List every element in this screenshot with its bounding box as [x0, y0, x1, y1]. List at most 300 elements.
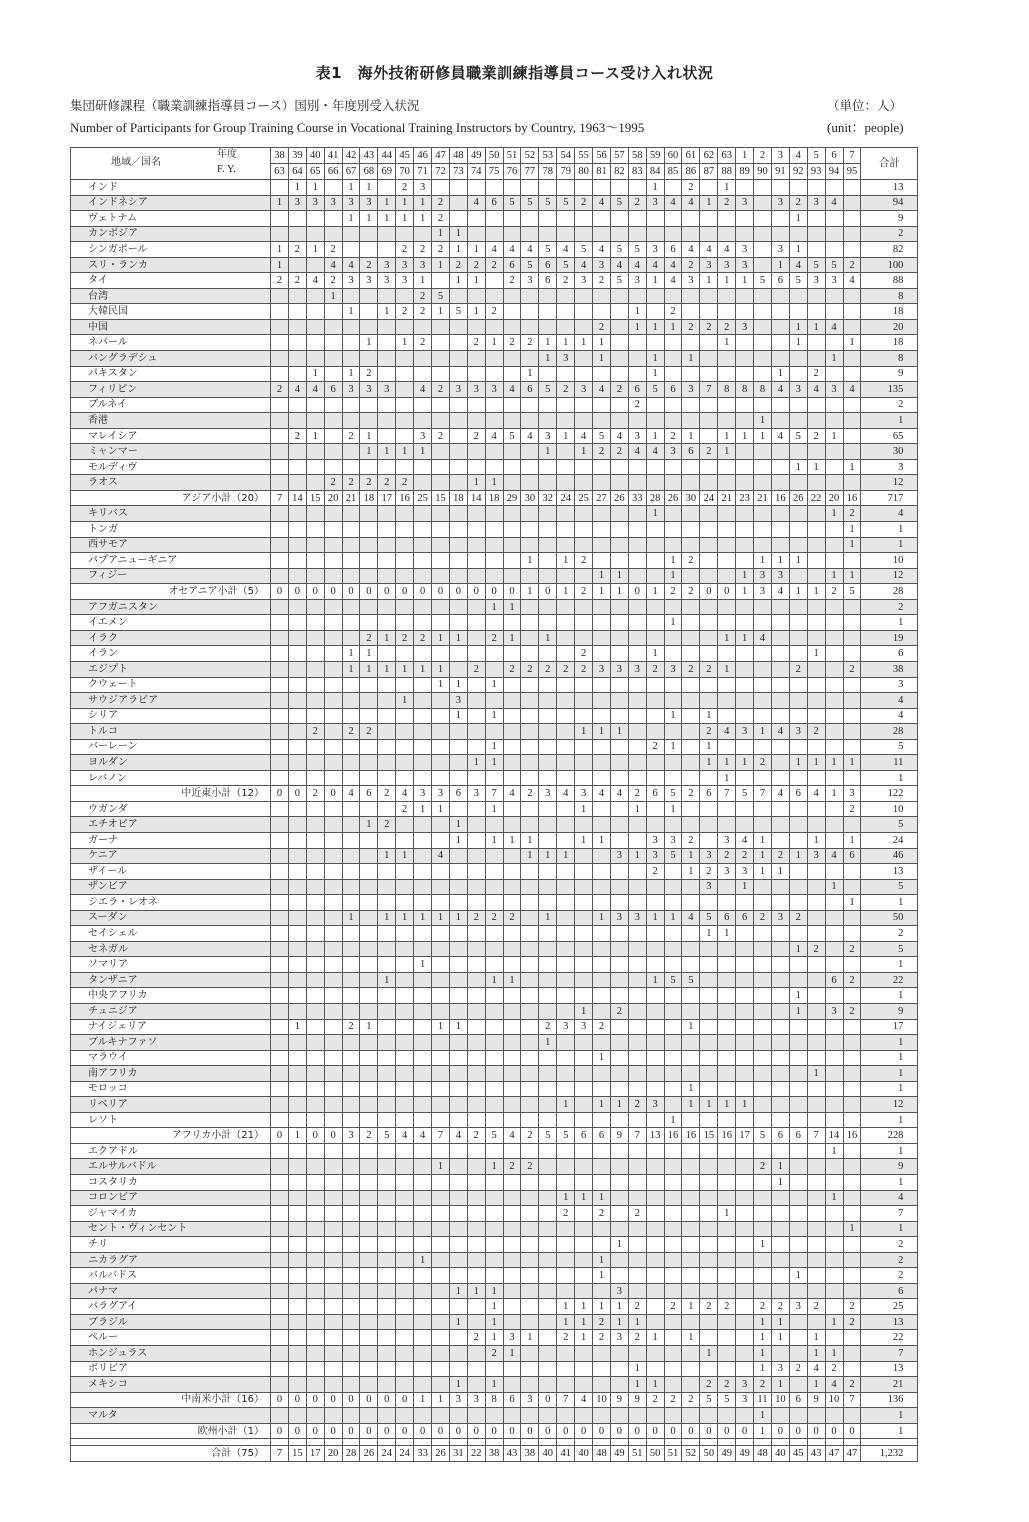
year-cell: [557, 1408, 575, 1424]
year-cell: [360, 1190, 378, 1206]
year-cell: [682, 895, 700, 911]
year-cell: [718, 1268, 736, 1284]
year-cell: 1: [360, 444, 378, 460]
year-cell: 3: [807, 273, 825, 289]
year-header-bottom: 77: [521, 164, 539, 180]
year-cell: [771, 1190, 789, 1206]
country-name: ザンビア: [71, 879, 271, 895]
year-cell: [736, 1019, 754, 1035]
year-cell: [521, 1237, 539, 1253]
year-cell: 1: [503, 599, 521, 615]
row-total: 22: [861, 1330, 918, 1346]
year-cell: [503, 817, 521, 833]
year-cell: [271, 413, 289, 429]
year-cell: [432, 926, 450, 942]
year-cell: [306, 1252, 324, 1268]
year-cell: 1: [610, 1097, 628, 1113]
year-cell: 1: [700, 755, 718, 771]
year-cell: [360, 957, 378, 973]
year-cell: [539, 1066, 557, 1082]
year-cell: [628, 879, 646, 895]
country-name: ジャマイカ: [71, 1206, 271, 1222]
year-cell: [360, 972, 378, 988]
year-cell: [593, 739, 611, 755]
year-cell: [467, 444, 485, 460]
year-cell: [521, 522, 539, 538]
year-header-bottom: 84: [646, 164, 664, 180]
spacer-cell: [610, 1439, 628, 1446]
year-cell: [807, 1097, 825, 1113]
year-cell: 1: [521, 848, 539, 864]
year-cell: [539, 413, 557, 429]
year-cell: [306, 848, 324, 864]
year-cell: [771, 693, 789, 709]
year-cell: [306, 677, 324, 693]
year-cell: [825, 677, 843, 693]
year-cell: 5: [593, 428, 611, 444]
year-cell: [718, 693, 736, 709]
year-cell: [825, 1206, 843, 1222]
country-row: [71, 739, 918, 755]
year-cell: 2: [485, 1346, 503, 1362]
year-cell: [718, 1190, 736, 1206]
year-cell: [521, 1143, 539, 1159]
year-cell: [449, 1190, 467, 1206]
year-cell: [396, 1035, 414, 1051]
year-cell: [628, 1346, 646, 1362]
year-cell: [664, 1221, 682, 1237]
year-cell: [378, 615, 396, 631]
spacer-cell: [485, 1439, 503, 1446]
year-cell: [485, 1361, 503, 1377]
year-cell: [700, 988, 718, 1004]
year-cell: [682, 708, 700, 724]
year-cell: [700, 1252, 718, 1268]
year-cell: [288, 988, 306, 1004]
year-cell: 2: [789, 661, 807, 677]
country-name: エチオピア: [71, 817, 271, 833]
year-cell: [360, 1237, 378, 1253]
spacer-cell: [288, 1439, 306, 1446]
year-cell: [682, 1112, 700, 1128]
year-cell: [271, 677, 289, 693]
year-cell: [521, 910, 539, 926]
year-cell: 1: [718, 661, 736, 677]
year-cell: [271, 755, 289, 771]
year-cell: [754, 459, 772, 475]
year-cell: [825, 226, 843, 242]
year-cell: [664, 1206, 682, 1222]
year-cell: [432, 1377, 450, 1393]
year-cell: 3: [807, 195, 825, 211]
year-cell: [807, 895, 825, 911]
year-cell: [271, 895, 289, 911]
year-cell: [360, 397, 378, 413]
year-cell: [718, 1112, 736, 1128]
year-cell: [825, 1330, 843, 1346]
year-cell: 1: [306, 242, 324, 258]
year-cell: 20: [825, 490, 843, 506]
year-cell: [432, 568, 450, 584]
year-cell: [271, 1143, 289, 1159]
year-cell: [378, 864, 396, 880]
year-cell: [378, 506, 396, 522]
year-cell: [628, 1066, 646, 1082]
year-cell: [432, 599, 450, 615]
year-cell: [539, 1050, 557, 1066]
year-cell: [432, 444, 450, 460]
country-row: [71, 1283, 918, 1299]
year-cell: 2: [557, 661, 575, 677]
year-cell: [414, 568, 432, 584]
year-cell: [306, 708, 324, 724]
year-cell: [324, 568, 342, 584]
year-cell: 1: [807, 1066, 825, 1082]
year-cell: 0: [575, 1423, 593, 1439]
year-cell: 6: [646, 786, 664, 802]
year-cell: 27: [593, 490, 611, 506]
year-cell: [432, 1003, 450, 1019]
country-row: [71, 537, 918, 553]
year-header-top: 1: [736, 148, 754, 164]
year-cell: 1: [789, 459, 807, 475]
year-cell: [575, 180, 593, 196]
country-row: [71, 475, 918, 491]
year-cell: [664, 630, 682, 646]
year-cell: 0: [843, 1423, 861, 1439]
year-cell: [825, 693, 843, 709]
year-cell: [324, 459, 342, 475]
year-cell: [396, 226, 414, 242]
year-cell: [843, 428, 861, 444]
year-cell: 2: [288, 273, 306, 289]
year-cell: [807, 1206, 825, 1222]
year-cell: [700, 335, 718, 351]
year-cell: [700, 1081, 718, 1097]
year-cell: [342, 801, 360, 817]
year-cell: [789, 864, 807, 880]
year-cell: [789, 568, 807, 584]
year-cell: [288, 1190, 306, 1206]
year-cell: 6: [664, 382, 682, 398]
year-cell: [610, 553, 628, 569]
year-header-top: 49: [467, 148, 485, 164]
year-cell: 1: [539, 630, 557, 646]
year-cell: [825, 335, 843, 351]
year-cell: [288, 693, 306, 709]
year-cell: [628, 1035, 646, 1051]
row-total: 18: [861, 335, 918, 351]
year-cell: 1: [414, 444, 432, 460]
year-cell: [610, 755, 628, 771]
year-cell: [628, 1003, 646, 1019]
row-total: 11: [861, 755, 918, 771]
country-name: ブルネイ: [71, 397, 271, 413]
year-cell: 30: [521, 490, 539, 506]
country-row: [71, 366, 918, 382]
year-cell: 1: [771, 257, 789, 273]
year-cell: [718, 1330, 736, 1346]
year-cell: [718, 475, 736, 491]
row-total: 136: [861, 1392, 918, 1408]
year-cell: [628, 568, 646, 584]
year-cell: [271, 941, 289, 957]
year-cell: [306, 661, 324, 677]
year-cell: [843, 475, 861, 491]
year-cell: 2: [467, 428, 485, 444]
year-cell: [485, 1206, 503, 1222]
year-cell: [807, 522, 825, 538]
year-cell: 1: [754, 832, 772, 848]
year-cell: [324, 366, 342, 382]
country-row: [71, 724, 918, 740]
year-cell: [306, 319, 324, 335]
year-cell: [575, 351, 593, 367]
year-cell: [467, 1408, 485, 1424]
year-cell: [271, 1175, 289, 1191]
country-name: フィリピン: [71, 382, 271, 398]
year-cell: [521, 1190, 539, 1206]
year-cell: [539, 459, 557, 475]
year-cell: [736, 413, 754, 429]
grand-total-cell: 22: [467, 1446, 485, 1462]
year-cell: [539, 957, 557, 973]
year-cell: 1: [575, 444, 593, 460]
year-cell: 2: [593, 1206, 611, 1222]
year-cell: [825, 475, 843, 491]
year-cell: [700, 1143, 718, 1159]
year-cell: [610, 646, 628, 662]
year-cell: [521, 1314, 539, 1330]
year-cell: 2: [664, 1392, 682, 1408]
year-cell: 6: [628, 382, 646, 398]
row-total: 122: [861, 786, 918, 802]
year-cell: 8: [736, 382, 754, 398]
year-cell: 1: [700, 708, 718, 724]
year-cell: [378, 366, 396, 382]
year-cell: [503, 180, 521, 196]
year-cell: [593, 1112, 611, 1128]
year-cell: 15: [700, 1128, 718, 1144]
year-cell: [360, 1330, 378, 1346]
year-cell: 2: [825, 584, 843, 600]
year-cell: 18: [449, 490, 467, 506]
row-total: 100: [861, 257, 918, 273]
country-row: [71, 910, 918, 926]
year-cell: [825, 910, 843, 926]
year-cell: [521, 1206, 539, 1222]
year-cell: [682, 506, 700, 522]
year-cell: [771, 1003, 789, 1019]
year-cell: [306, 817, 324, 833]
grand-total-cell: 15: [288, 1446, 306, 1462]
year-cell: [467, 1221, 485, 1237]
year-cell: [575, 599, 593, 615]
year-cell: 2: [485, 304, 503, 320]
year-cell: [324, 724, 342, 740]
year-cell: [485, 1143, 503, 1159]
year-cell: [503, 957, 521, 973]
year-cell: [593, 926, 611, 942]
year-cell: 4: [610, 428, 628, 444]
year-cell: [789, 522, 807, 538]
year-header-bottom: 66: [324, 164, 342, 180]
year-cell: [789, 895, 807, 911]
row-total: 1: [861, 1408, 918, 1424]
year-cell: [271, 599, 289, 615]
year-cell: 16: [664, 1128, 682, 1144]
year-cell: [449, 879, 467, 895]
spacer-cell: [414, 1439, 432, 1446]
country-row: [71, 988, 918, 1004]
year-cell: [342, 1377, 360, 1393]
year-cell: [575, 475, 593, 491]
year-cell: 2: [575, 195, 593, 211]
year-cell: [342, 739, 360, 755]
year-cell: [682, 226, 700, 242]
year-cell: [414, 1143, 432, 1159]
year-cell: [646, 475, 664, 491]
year-cell: [593, 553, 611, 569]
year-cell: [754, 926, 772, 942]
year-cell: [628, 1408, 646, 1424]
year-cell: [843, 879, 861, 895]
year-cell: 3: [342, 382, 360, 398]
year-cell: [271, 1159, 289, 1175]
year-cell: 3: [610, 661, 628, 677]
year-cell: [485, 1237, 503, 1253]
year-cell: [503, 1066, 521, 1082]
year-cell: [754, 1112, 772, 1128]
year-cell: [682, 1143, 700, 1159]
year-cell: [288, 941, 306, 957]
year-cell: [432, 506, 450, 522]
year-cell: 1: [360, 1019, 378, 1035]
year-cell: 1: [754, 864, 772, 880]
spacer-cell: [807, 1439, 825, 1446]
year-cell: [539, 1237, 557, 1253]
year-cell: [432, 1097, 450, 1113]
year-cell: [288, 553, 306, 569]
year-cell: [288, 444, 306, 460]
year-cell: [646, 1237, 664, 1253]
year-cell: [360, 1159, 378, 1175]
year-cell: [825, 413, 843, 429]
year-cell: [306, 1237, 324, 1253]
year-cell: [271, 180, 289, 196]
country-name: ミャンマー: [71, 444, 271, 460]
year-cell: [324, 957, 342, 973]
year-cell: [271, 1377, 289, 1393]
year-cell: [557, 957, 575, 973]
year-cell: [843, 1237, 861, 1253]
year-cell: 4: [593, 382, 611, 398]
year-cell: 1: [682, 1097, 700, 1113]
year-cell: [789, 351, 807, 367]
year-cell: [539, 708, 557, 724]
year-cell: [306, 1314, 324, 1330]
year-cell: [682, 1050, 700, 1066]
country-name: モルディヴ: [71, 459, 271, 475]
year-cell: [324, 397, 342, 413]
year-cell: 2: [682, 832, 700, 848]
country-row: [71, 693, 918, 709]
year-cell: [593, 1035, 611, 1051]
grand-total-cell: 50: [646, 1446, 664, 1462]
row-total: 24: [861, 832, 918, 848]
year-cell: 2: [271, 273, 289, 289]
year-cell: 1: [682, 848, 700, 864]
year-cell: [271, 1283, 289, 1299]
year-cell: [771, 630, 789, 646]
year-cell: [432, 1221, 450, 1237]
year-cell: [825, 537, 843, 553]
year-cell: 1: [807, 755, 825, 771]
year-header-top: 2: [754, 148, 772, 164]
year-cell: [664, 646, 682, 662]
year-cell: [628, 1112, 646, 1128]
year-cell: [396, 1159, 414, 1175]
year-cell: 1: [843, 568, 861, 584]
year-cell: [414, 1237, 432, 1253]
year-cell: [736, 646, 754, 662]
row-total: 50: [861, 910, 918, 926]
year-cell: [306, 1268, 324, 1284]
year-header-bottom: 83: [628, 164, 646, 180]
year-cell: [539, 1346, 557, 1362]
year-cell: [771, 646, 789, 662]
year-cell: [396, 1346, 414, 1362]
year-cell: [664, 1143, 682, 1159]
year-cell: [682, 677, 700, 693]
year-cell: [324, 537, 342, 553]
row-total: 82: [861, 242, 918, 258]
year-cell: 1: [682, 351, 700, 367]
year-cell: [843, 195, 861, 211]
year-cell: [324, 693, 342, 709]
year-cell: [485, 879, 503, 895]
year-cell: [789, 926, 807, 942]
year-cell: [449, 724, 467, 740]
year-cell: [306, 801, 324, 817]
year-cell: [843, 615, 861, 631]
year-cell: [521, 319, 539, 335]
country-row: [71, 1159, 918, 1175]
year-cell: [271, 972, 289, 988]
year-cell: [288, 1081, 306, 1097]
year-cell: [360, 693, 378, 709]
country-row: [71, 273, 918, 289]
year-cell: 1: [485, 1377, 503, 1393]
year-cell: [736, 444, 754, 460]
year-cell: [396, 351, 414, 367]
year-cell: [288, 1314, 306, 1330]
year-cell: [843, 910, 861, 926]
year-header-bottom: 65: [306, 164, 324, 180]
year-cell: [593, 1221, 611, 1237]
year-cell: 4: [682, 242, 700, 258]
year-cell: 4: [575, 428, 593, 444]
year-cell: [503, 304, 521, 320]
year-cell: [485, 1019, 503, 1035]
year-cell: 1: [539, 351, 557, 367]
grand-total-cell: 52: [682, 1446, 700, 1462]
year-cell: [825, 397, 843, 413]
year-cell: 1: [414, 195, 432, 211]
year-cell: [449, 988, 467, 1004]
year-cell: [646, 226, 664, 242]
year-cell: 7: [718, 786, 736, 802]
